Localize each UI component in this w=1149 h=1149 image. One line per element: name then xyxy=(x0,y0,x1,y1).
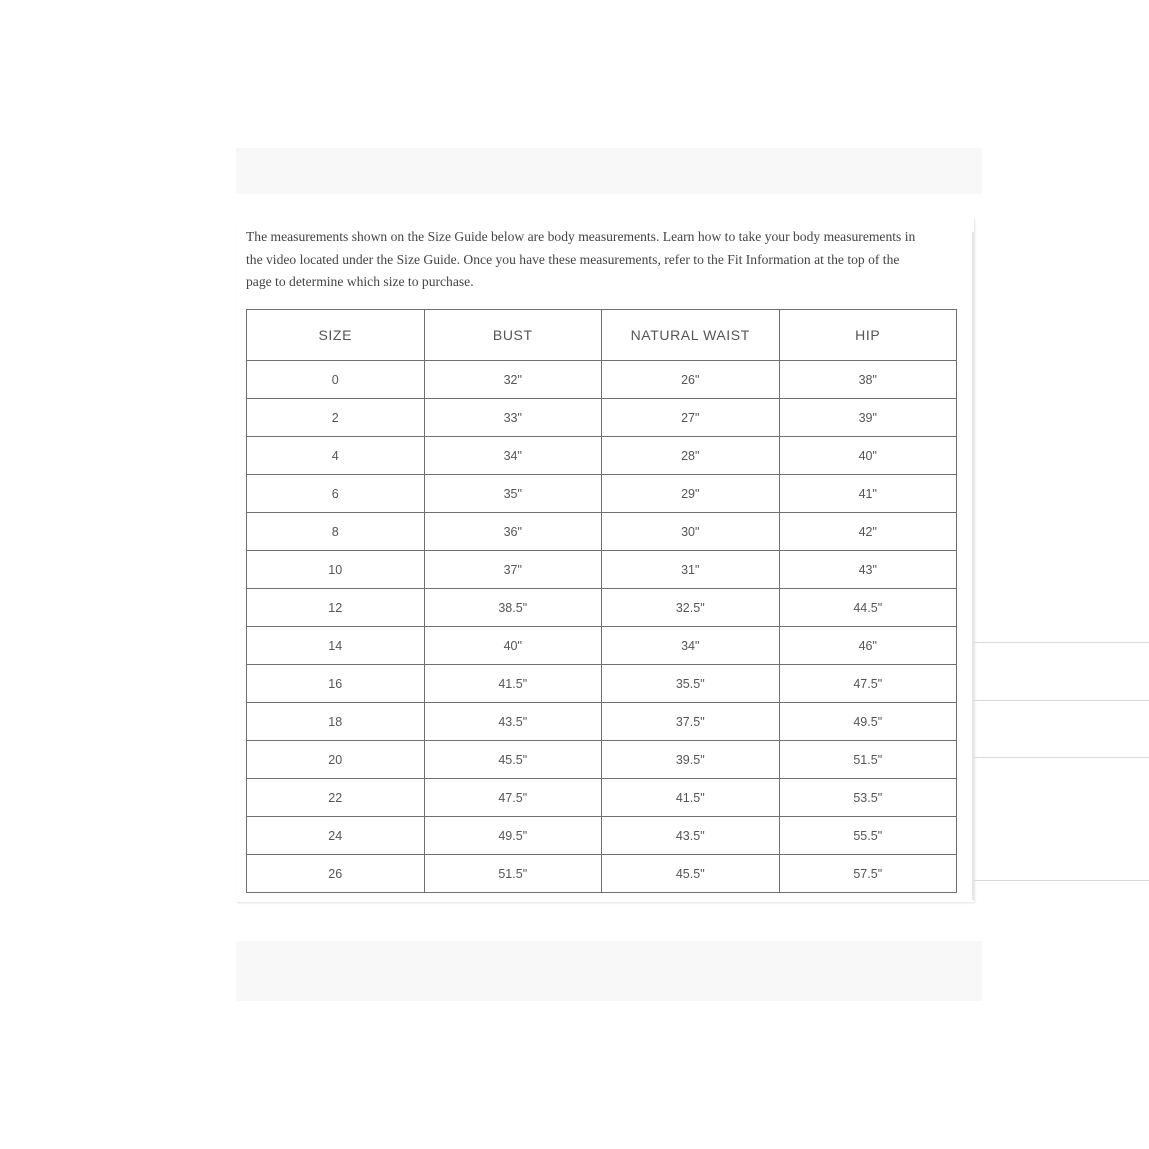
table-row xyxy=(247,589,957,627)
cell-bust: 34" xyxy=(424,437,602,475)
table-row xyxy=(247,741,957,779)
cell-natural-waist: 43.5" xyxy=(602,817,780,855)
cell-size: 22 xyxy=(247,779,425,817)
table-row xyxy=(247,437,957,475)
cell-natural-waist: 39.5" xyxy=(602,741,780,779)
cell-hip: 53.5" xyxy=(779,779,957,817)
background-divider xyxy=(974,880,1149,881)
cell-natural-waist: 30" xyxy=(602,513,780,551)
table-row xyxy=(247,855,957,893)
cell-hip: 46" xyxy=(779,627,957,665)
cell-natural-waist: 27" xyxy=(602,399,780,437)
cell-natural-waist: 26" xyxy=(602,361,780,399)
cell-natural-waist: 37.5" xyxy=(602,703,780,741)
cell-natural-waist: 34" xyxy=(602,627,780,665)
header-hip: HIP xyxy=(779,310,957,361)
cell-natural-waist: 45.5" xyxy=(602,855,780,893)
cell-bust: 33" xyxy=(424,399,602,437)
cell-size: 0 xyxy=(247,361,425,399)
table-row xyxy=(247,703,957,741)
cell-natural-waist: 32.5" xyxy=(602,589,780,627)
cell-size: 18 xyxy=(247,703,425,741)
table-row xyxy=(247,551,957,589)
cell-size: 16 xyxy=(247,665,425,703)
table-row xyxy=(247,817,957,855)
size-guide-intro: The measurements shown on the Size Guide below are body measurements. Learn how to take your body measurements in the video located under the Size Guide. Once you have these measurements, refer to the Fit Information at the top of the page to determine which size to purchase. xyxy=(246,229,916,289)
cell-hip: 39" xyxy=(779,399,957,437)
cell-size: 8 xyxy=(247,513,425,551)
cell-hip: 38" xyxy=(779,361,957,399)
cell-size: 4 xyxy=(247,437,425,475)
cell-hip: 42" xyxy=(779,513,957,551)
cell-natural-waist: 29" xyxy=(602,475,780,513)
table-header-row xyxy=(247,310,957,361)
background-divider xyxy=(974,642,1149,643)
cell-hip: 55.5" xyxy=(779,817,957,855)
cell-hip: 57.5" xyxy=(779,855,957,893)
cell-bust: 32" xyxy=(424,361,602,399)
table-row xyxy=(247,475,957,513)
cell-hip: 51.5" xyxy=(779,741,957,779)
cell-size: 12 xyxy=(247,589,425,627)
table-row xyxy=(247,779,957,817)
cell-bust: 35" xyxy=(424,475,602,513)
cell-hip: 44.5" xyxy=(779,589,957,627)
cell-size: 26 xyxy=(247,855,425,893)
cell-bust: 36" xyxy=(424,513,602,551)
table-row xyxy=(247,513,957,551)
table-row xyxy=(247,665,957,703)
cell-size: 24 xyxy=(247,817,425,855)
header-bust: BUST xyxy=(424,310,602,361)
cell-bust: 43.5" xyxy=(424,703,602,741)
table-row xyxy=(247,399,957,437)
cell-bust: 45.5" xyxy=(424,741,602,779)
cell-hip: 41" xyxy=(779,475,957,513)
background-divider xyxy=(974,700,1149,701)
cell-size: 14 xyxy=(247,627,425,665)
cell-natural-waist: 31" xyxy=(602,551,780,589)
cell-size: 10 xyxy=(247,551,425,589)
cell-hip: 47.5" xyxy=(779,665,957,703)
cell-bust: 38.5" xyxy=(424,589,602,627)
table-row xyxy=(247,361,957,399)
table-row xyxy=(247,627,957,665)
header-size: SIZE xyxy=(247,310,425,361)
cell-natural-waist: 35.5" xyxy=(602,665,780,703)
bottom-background-band xyxy=(236,941,982,1001)
cell-hip: 43" xyxy=(779,551,957,589)
cell-bust: 47.5" xyxy=(424,779,602,817)
size-chart-table xyxy=(246,309,957,893)
cell-bust: 41.5" xyxy=(424,665,602,703)
size-table-body xyxy=(247,361,957,893)
cell-size: 20 xyxy=(247,741,425,779)
background-divider xyxy=(974,757,1149,758)
cell-bust: 49.5" xyxy=(424,817,602,855)
cell-bust: 37" xyxy=(424,551,602,589)
cell-natural-waist: 28" xyxy=(602,437,780,475)
cell-natural-waist: 41.5" xyxy=(602,779,780,817)
cell-size: 6 xyxy=(247,475,425,513)
cell-bust: 40" xyxy=(424,627,602,665)
panel-edge xyxy=(972,232,974,900)
cell-hip: 40" xyxy=(779,437,957,475)
cell-size: 2 xyxy=(247,399,425,437)
top-background-band xyxy=(236,148,982,194)
header-natural-waist: NATURAL WAIST xyxy=(602,310,780,361)
cell-bust: 51.5" xyxy=(424,855,602,893)
cell-hip: 49.5" xyxy=(779,703,957,741)
